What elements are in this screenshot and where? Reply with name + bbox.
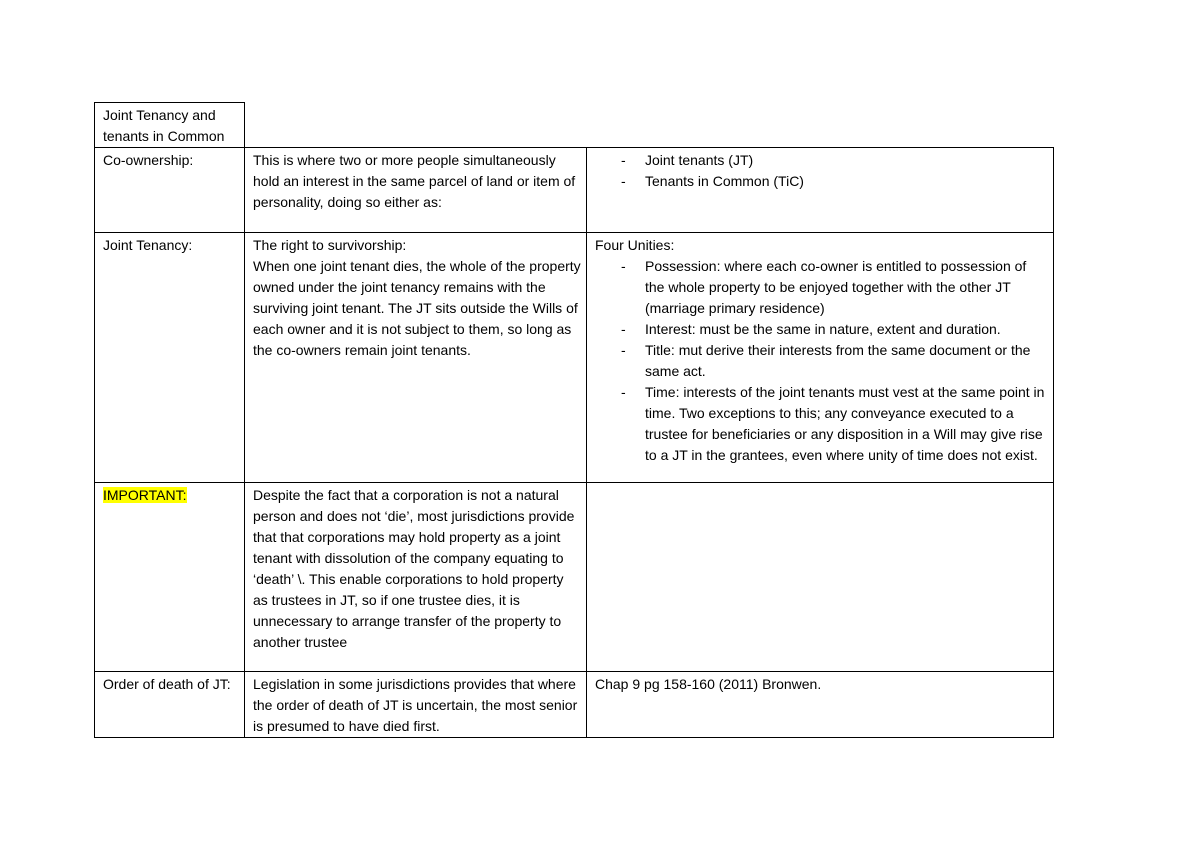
row-notes-cell <box>587 148 1054 233</box>
row-description-cell <box>245 672 587 738</box>
list-item: - Possession: where each co-owner is entitled to possession of the whole property to be enjoyed together with the other JT (marriage primary residence) <box>595 256 1049 319</box>
list-item: - Interest: must be the same in nature, extent and duration. <box>595 319 1049 340</box>
co-ownership-list <box>595 150 1049 192</box>
row-description: This is where two or more people simultaneously hold an interest in the same parcel of land or item of personality, doing so either as: <box>253 152 576 210</box>
row-label-cell <box>95 148 245 233</box>
empty-header-cell <box>245 103 587 148</box>
list-item: - Tenants in Common (TiC) <box>595 171 1049 192</box>
row-description-cell <box>245 233 587 483</box>
row-label: Co-ownership: <box>103 152 194 168</box>
row-notes-cell <box>587 672 1054 738</box>
list-item: - Title: mut derive their interests from the same document or the same act. <box>595 340 1049 382</box>
table-title: Joint Tenancy and tenants in Common <box>103 107 225 144</box>
row-notes-cell <box>587 483 1054 672</box>
table-row-co-ownership <box>95 148 1054 233</box>
row-label-cell <box>95 233 245 483</box>
row-description-cell <box>245 148 587 233</box>
row-description: When one joint tenant dies, the whole of the property owned under the joint tenancy remains with the surviving joint tenant. The JT sits outside the Wills of each owner and it is not subject to them, so long as the co-owners remain joint tenants. <box>253 258 581 358</box>
notes-table <box>94 102 1054 738</box>
row-notes-cell <box>587 233 1054 483</box>
four-unities-list <box>595 256 1049 466</box>
table-title-cell <box>95 103 245 148</box>
row-label: Order of death of JT: <box>103 676 231 692</box>
list-item: - Joint tenants (JT) <box>595 150 1049 171</box>
row-label-cell <box>95 483 245 672</box>
four-unities-heading: Four Unities: <box>595 237 675 253</box>
row-description: Despite the fact that a corporation is not a natural person and does not ‘die’, most jurisdictions provide that that corporations may hold property as a joint tenant with dissolution of the company equating to ‘death’ \. This enable corporations to hold property as trustees in JT, so if one trustee dies, it is unnecessary to arrange transfer of the property to another trustee <box>253 487 575 650</box>
table-header-row <box>95 103 1054 148</box>
row-description-heading: The right to survivorship: <box>253 237 407 253</box>
list-item: - Time: interests of the joint tenants must vest at the same point in time. Two exceptions to this; any conveyance executed to a trustee for beneficiaries or any disposition in a Will may give rise to a JT in the grantees, even where unity of time does not exist. <box>595 382 1049 466</box>
table-row-order-of-death <box>95 672 1054 738</box>
row-notes: Chap 9 pg 158-160 (2011) Bronwen. <box>595 676 822 692</box>
row-description: Legislation in some jurisdictions provides that where the order of death of JT is uncertain, the most senior is presumed to have died first. <box>253 676 578 734</box>
important-label: IMPORTANT: <box>103 487 187 503</box>
row-label: Joint Tenancy: <box>103 237 193 253</box>
row-description-cell <box>245 483 587 672</box>
table-row-joint-tenancy <box>95 233 1054 483</box>
row-label-cell <box>95 672 245 738</box>
table-row-important <box>95 483 1054 672</box>
empty-header-cell <box>587 103 1054 148</box>
